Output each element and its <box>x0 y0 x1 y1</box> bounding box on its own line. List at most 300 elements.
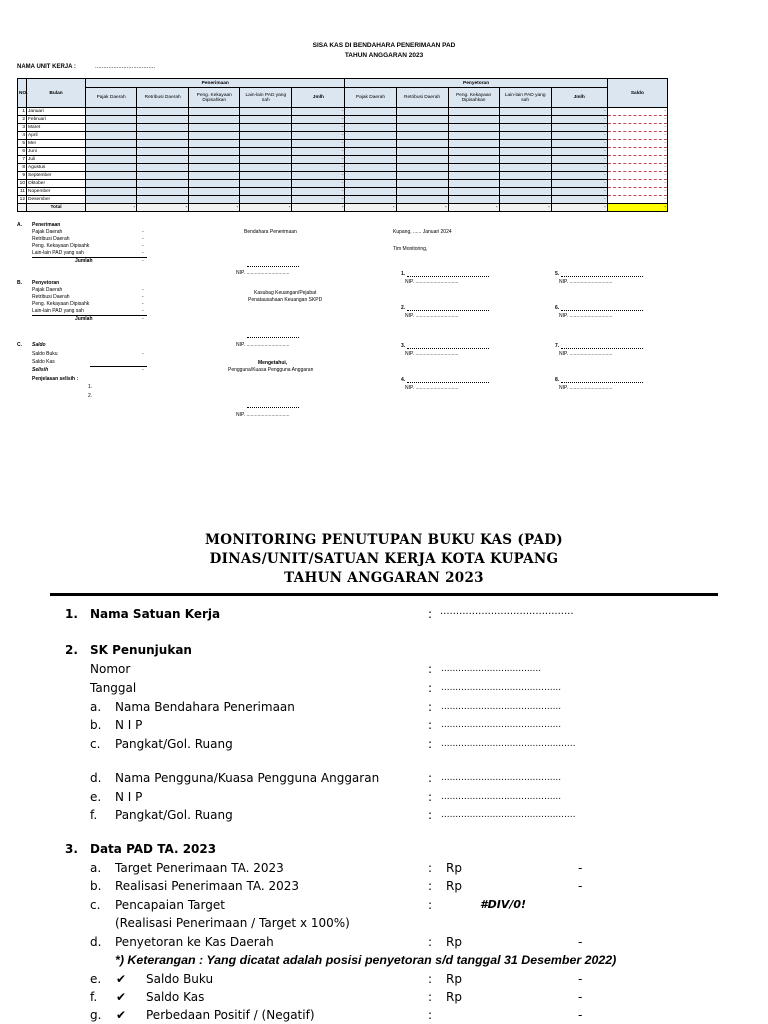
jmlh-cell: - <box>292 124 345 132</box>
cell <box>396 124 448 132</box>
total-cell: - <box>499 204 551 212</box>
target-value: - <box>578 861 583 875</box>
month-row <box>18 140 668 148</box>
colon: : <box>428 879 433 893</box>
bendahara-value: .......................................... <box>441 702 562 712</box>
sec-a-jumlah: Jumlah <box>75 258 93 264</box>
total-cell: - <box>86 204 137 212</box>
jmlh-cell: - <box>292 180 345 188</box>
saldo-cell: - <box>607 164 667 172</box>
pencapaian-value: #DIV/0! <box>480 898 527 911</box>
jmlh-cell: - <box>292 172 345 180</box>
saldo-cell: - <box>607 180 667 188</box>
letter-f: f. <box>90 990 98 1004</box>
cell <box>86 164 137 172</box>
sec-b-value: - <box>142 308 144 314</box>
letter-e: e. <box>90 972 102 986</box>
cell <box>499 164 551 172</box>
month-name: Juli <box>27 156 86 164</box>
sec-b-item: Lain-lain PAD yang sah <box>32 308 84 314</box>
cell <box>137 148 189 156</box>
nip2-value: .......................................... <box>441 792 562 802</box>
tanggal-value: .......................................... <box>441 683 562 693</box>
pangkat-value: ............................................... <box>441 739 576 749</box>
saldo-cell: - <box>607 108 667 116</box>
cell <box>137 156 189 164</box>
top-subtitle: TAHUN ANGGARAN 2023 <box>344 52 424 59</box>
row-no: 5 <box>18 140 27 148</box>
top-title: SISA KAS DI BENDAHARA PENERIMAAN PAD <box>312 42 456 49</box>
jmlh-cell: - <box>551 164 607 172</box>
month-name: Mei <box>27 140 86 148</box>
form-title-2: DINAS/UNIT/SATUAN KERJA KOTA KUPANG <box>209 551 559 567</box>
cell <box>240 116 292 124</box>
cell <box>137 124 189 132</box>
cell <box>86 196 137 204</box>
sec-b-jumlah: Jumlah <box>75 316 93 322</box>
cell <box>345 108 396 116</box>
sec-b-item: Retribusi Daerah <box>32 294 70 300</box>
cell <box>499 124 551 132</box>
sec-c-n1: 1. <box>88 384 93 390</box>
cell <box>345 180 396 188</box>
row-no: 8 <box>18 164 27 172</box>
row-no: 2 <box>18 116 27 124</box>
cell <box>240 156 292 164</box>
sec-a-value: - <box>142 229 144 235</box>
jmlh-cell: - <box>551 172 607 180</box>
sec-c-n2: 2. <box>88 393 93 399</box>
tim-sign-nip: NIP. ............................... <box>559 313 613 319</box>
tim-sign-nip: NIP. ............................... <box>559 279 613 285</box>
sec-b-title: Penyetoran <box>32 280 60 286</box>
cell <box>86 156 137 164</box>
saldo-cell: - <box>607 188 667 196</box>
cell <box>137 140 189 148</box>
letter-f: f. <box>90 808 98 822</box>
month-row <box>18 124 668 132</box>
check-icon: ✔ <box>116 1008 127 1022</box>
tanggal-label: Tanggal <box>90 681 137 695</box>
nomor-value: ................................... <box>441 664 542 674</box>
sec-b-item: Pajak Daerah <box>32 287 63 293</box>
row-no: 6 <box>18 148 27 156</box>
month-row <box>18 188 668 196</box>
perbedaan-label: Perbedaan Positif / (Negatif) <box>146 1008 315 1022</box>
sec-a-value: - <box>142 250 144 256</box>
sec-b-jumlah-value: - <box>142 316 144 322</box>
pengguna-value: .......................................... <box>441 773 562 783</box>
sec-b-letter: B. <box>17 280 22 286</box>
sub-col: Pajak Daerah <box>345 88 396 108</box>
cell <box>345 188 396 196</box>
cell <box>396 132 448 140</box>
sec-a-letter: A. <box>17 222 22 228</box>
cell <box>240 172 292 180</box>
month-row <box>18 196 668 204</box>
cell <box>86 172 137 180</box>
cell <box>396 172 448 180</box>
jmlh-cell: - <box>292 108 345 116</box>
sec-c-title: Saldo <box>32 342 46 348</box>
tim-sign-nip: NIP. ............................... <box>405 279 459 285</box>
check-icon: ✔ <box>116 972 127 986</box>
tim-sign-num: 5. <box>555 271 560 277</box>
realisasi-value: - <box>578 879 583 893</box>
jmlh-cell: - <box>551 188 607 196</box>
sign-kasubag-1: Kasubag Keuangan/Pejabat <box>254 290 317 296</box>
cell <box>448 164 499 172</box>
cell <box>240 108 292 116</box>
cell <box>396 108 448 116</box>
s1-value: .......................................... <box>440 606 574 617</box>
jmlh-cell: - <box>551 180 607 188</box>
sub-col: Lain-lain PAD yang sah <box>499 88 551 108</box>
sec-c-item: Saldo Buku <box>32 351 58 357</box>
jmlh-cell: - <box>551 132 607 140</box>
cell <box>448 124 499 132</box>
cell <box>189 108 240 116</box>
sign-nip: NIP. ............................... <box>236 270 290 276</box>
cell <box>345 124 396 132</box>
saldo-kas-label: Saldo Kas <box>146 990 205 1004</box>
cell <box>240 180 292 188</box>
sub-col: Retribusi Daerah <box>137 88 189 108</box>
saldo-cell: - <box>607 124 667 132</box>
unit-value: .................................... <box>95 64 156 70</box>
sub-col: Peng. Kekayaan Dipisahkan <box>448 88 499 108</box>
cell <box>240 164 292 172</box>
nomor-label: Nomor <box>90 662 131 676</box>
letter-a: a. <box>90 700 102 714</box>
month-name: Nopember <box>27 188 86 196</box>
colon: : <box>428 700 433 714</box>
cell <box>189 148 240 156</box>
form-title-3: TAHUN ANGGARAN 2023 <box>284 570 484 586</box>
tim-sign-nip: NIP. ............................... <box>405 351 459 357</box>
jmlh-cell: - <box>292 148 345 156</box>
cell <box>345 156 396 164</box>
sec-c-value: - <box>142 351 144 357</box>
cell <box>137 188 189 196</box>
keterangan: *) Keterangan : Yang dicatat adalah posisi penyetoran s/d tanggal 31 Desember 2022) <box>115 953 617 967</box>
cell <box>396 156 448 164</box>
row-no: 9 <box>18 172 27 180</box>
s1-label: Nama Satuan Kerja <box>90 607 221 621</box>
cell <box>396 196 448 204</box>
colon: : <box>428 771 433 785</box>
s1-num: 1. <box>65 607 78 621</box>
cell <box>240 124 292 132</box>
cell <box>499 140 551 148</box>
realisasi-label: Realisasi Penerimaan TA. 2023 <box>115 879 300 893</box>
month-name: Oktober <box>27 180 86 188</box>
tim-sign-num: 8. <box>555 377 560 383</box>
jmlh-cell: - <box>551 140 607 148</box>
nip-label: N I P <box>115 718 143 732</box>
total-cell: - <box>448 204 499 212</box>
perbedaan-value: - <box>578 1008 583 1022</box>
cell <box>137 132 189 140</box>
cell <box>86 108 137 116</box>
sec-a-item: Lain-lain PAD yang sah <box>32 250 84 256</box>
cell <box>448 172 499 180</box>
month-name: September <box>27 172 86 180</box>
cell <box>189 196 240 204</box>
sec-b-value: - <box>142 287 144 293</box>
cell <box>189 140 240 148</box>
cell <box>396 164 448 172</box>
cell <box>448 108 499 116</box>
letter-b: b. <box>90 879 102 893</box>
bendahara-label: Nama Bendahara Penerimaan <box>115 700 295 714</box>
target-label: Target Penerimaan TA. 2023 <box>115 861 284 875</box>
month-row <box>18 108 668 116</box>
cell <box>86 124 137 132</box>
row-no: 11 <box>18 188 27 196</box>
cell <box>137 172 189 180</box>
colon: : <box>428 990 433 1004</box>
total-cell: - <box>551 204 607 212</box>
jmlh-cell: - <box>292 132 345 140</box>
form-title-rule <box>50 593 718 596</box>
colon: : <box>428 898 433 912</box>
check-icon: ✔ <box>116 990 127 1004</box>
cell <box>448 156 499 164</box>
pangkat-label: Pangkat/Gol. Ruang <box>115 737 233 751</box>
cell <box>499 148 551 156</box>
cell <box>499 116 551 124</box>
pengguna-label: Nama Pengguna/Kuasa Pengguna Anggaran <box>115 771 380 785</box>
cell <box>499 188 551 196</box>
tim-sign-nip: NIP. ............................... <box>559 385 613 391</box>
saldo-cell: - <box>607 116 667 124</box>
sign-kasubag-2: Penatausahaan Keuangan SKPD <box>248 297 323 303</box>
pencapaian-label: Pencapaian Target <box>115 898 225 912</box>
cell <box>499 132 551 140</box>
total-cell: - <box>396 204 448 212</box>
cell <box>189 132 240 140</box>
realisasi-rp: Rp <box>446 879 462 893</box>
jmlh-cell: - <box>551 124 607 132</box>
colon: : <box>428 790 433 804</box>
saldo-buku-rp: Rp <box>446 972 462 986</box>
cell <box>240 140 292 148</box>
month-row <box>18 116 668 124</box>
sign-nip: NIP. ............................... <box>236 342 290 348</box>
jmlh-cell: - <box>551 116 607 124</box>
sec-b-value: - <box>142 294 144 300</box>
cell <box>137 196 189 204</box>
cell <box>86 140 137 148</box>
saldo-kas-value: - <box>578 990 583 1004</box>
total-cell: - <box>137 204 189 212</box>
month-name: April <box>27 132 86 140</box>
sign-nip: NIP. ............................... <box>236 412 290 418</box>
sec-b-item: Peng. Kekayaan Dipisahk <box>32 301 90 307</box>
col-saldo: Saldo <box>607 79 667 108</box>
sec-c-selisih: Selisih <box>32 367 49 373</box>
pangkat2-label: Pangkat/Gol. Ruang <box>115 808 233 822</box>
letter-a: a. <box>90 861 102 875</box>
cell <box>499 196 551 204</box>
tim-sign-num: 6. <box>555 305 560 311</box>
sub-col: Jmlh <box>551 88 607 108</box>
cell <box>499 108 551 116</box>
row-no: 12 <box>18 196 27 204</box>
s3-label: Data PAD TA. 2023 <box>90 842 217 856</box>
sign-mengetahui: Mengetahui, <box>258 360 288 366</box>
colon: : <box>428 718 433 732</box>
month-row <box>18 180 668 188</box>
sign-pengguna: Pengguna/Kuasa Pengguna Anggaran <box>228 367 314 373</box>
sec-a-item: Retribusi Daerah <box>32 236 70 242</box>
sign-bendahara: Bendahara Penerimaan <box>244 229 297 235</box>
cell <box>189 124 240 132</box>
cell <box>86 116 137 124</box>
tim-sign-num: 1. <box>401 271 406 277</box>
sub-col: Pajak Daerah <box>86 88 137 108</box>
s1-colon: : <box>428 607 433 621</box>
col-bulan: Bulan <box>27 79 86 108</box>
colon: : <box>428 808 433 822</box>
sub-col: Peng. Kekayaan Dipisahkan <box>189 88 240 108</box>
sec-c-selisih-value: - <box>142 367 144 373</box>
cell <box>448 188 499 196</box>
cell <box>345 132 396 140</box>
tim-sign-nip: NIP. ............................... <box>405 385 459 391</box>
month-name: Maret <box>27 124 86 132</box>
cell <box>448 196 499 204</box>
sec-a-value: - <box>142 236 144 242</box>
letter-d: d. <box>90 771 102 785</box>
penyetoran-value: - <box>578 935 583 949</box>
jmlh-cell: - <box>292 188 345 196</box>
letter-c: c. <box>90 898 101 912</box>
saldo-cell: - <box>607 156 667 164</box>
colon: : <box>428 935 433 949</box>
saldo-kas-rp: Rp <box>446 990 462 1004</box>
sec-a-title: Penerimaan <box>32 222 61 228</box>
colon: : <box>428 662 433 676</box>
cell <box>396 148 448 156</box>
row-no: 3 <box>18 124 27 132</box>
group-penerimaan: Penerimaan <box>86 79 345 88</box>
s2-label: SK Penunjukan <box>90 643 192 657</box>
col-no: NO. <box>18 79 27 108</box>
letter-d: d. <box>90 935 102 949</box>
jmlh-cell: - <box>551 196 607 204</box>
cell <box>396 188 448 196</box>
total-cell: - <box>292 204 345 212</box>
cell <box>345 164 396 172</box>
month-row <box>18 132 668 140</box>
month-row <box>18 172 668 180</box>
sec-a-item: Peng. Kekayaan Dipisahk <box>32 243 90 249</box>
saldo-cell: - <box>607 172 667 180</box>
sec-c-item: Saldo Kas <box>32 359 55 365</box>
cell <box>86 180 137 188</box>
total-label: Total <box>27 204 86 212</box>
pencapaian-sub: (Realisasi Penerimaan / Target x 100%) <box>115 916 350 930</box>
cell <box>396 116 448 124</box>
cell <box>499 180 551 188</box>
jmlh-cell: - <box>551 108 607 116</box>
cell <box>189 180 240 188</box>
jmlh-cell: - <box>292 156 345 164</box>
cell <box>448 140 499 148</box>
target-rp: Rp <box>446 861 462 875</box>
cell <box>448 148 499 156</box>
cell <box>396 140 448 148</box>
cell <box>137 164 189 172</box>
cell <box>240 132 292 140</box>
jmlh-cell: - <box>292 140 345 148</box>
cell <box>396 180 448 188</box>
sec-c-penjelasan: Penjelasan selisih : <box>32 376 79 382</box>
letter-g: g. <box>90 1008 102 1022</box>
saldo-buku-label: Saldo Buku <box>146 972 214 986</box>
tim-sign-num: 4. <box>401 377 406 383</box>
pangkat2-value: ............................................... <box>441 810 576 820</box>
unit-label: NAMA UNIT KERJA : <box>17 64 76 70</box>
cell <box>448 180 499 188</box>
nip2-label: N I P <box>115 790 143 804</box>
cell <box>86 132 137 140</box>
cell <box>499 172 551 180</box>
tim-sign-num: 2. <box>401 305 406 311</box>
sub-col: Lain-lain PAD yang sah <box>240 88 292 108</box>
cell <box>137 116 189 124</box>
cell <box>189 156 240 164</box>
jmlh-cell: - <box>551 156 607 164</box>
row-no: 10 <box>18 180 27 188</box>
month-name: Februari <box>27 116 86 124</box>
sub-col: Jmlh <box>292 88 345 108</box>
month-name: Januari <box>27 108 86 116</box>
saldo-cell: - <box>607 132 667 140</box>
colon: : <box>428 681 433 695</box>
colon: : <box>428 737 433 751</box>
cell <box>240 188 292 196</box>
tim-sign-num: 7. <box>555 343 560 349</box>
row-no: 7 <box>18 156 27 164</box>
cell <box>448 132 499 140</box>
cell <box>86 148 137 156</box>
sign-tim: Tim Monitoring, <box>393 246 428 252</box>
row-no: 1 <box>18 108 27 116</box>
nip-value: .......................................... <box>441 720 562 730</box>
colon: : <box>428 861 433 875</box>
tim-sign-nip: NIP. ............................... <box>405 313 459 319</box>
row-no: 4 <box>18 132 27 140</box>
cell <box>189 172 240 180</box>
s2-num: 2. <box>65 643 78 657</box>
total-cell: - <box>240 204 292 212</box>
cell <box>448 116 499 124</box>
cell <box>345 172 396 180</box>
total-saldo: - <box>607 204 667 212</box>
form-title-1: MONITORING PENUTUPAN BUKU KAS (PAD) <box>205 532 563 548</box>
cell <box>240 196 292 204</box>
saldo-buku-value: - <box>578 972 583 986</box>
penyetoran-rp: Rp <box>446 935 462 949</box>
total-cell: - <box>189 204 240 212</box>
tim-sign-nip: NIP. ............................... <box>559 351 613 357</box>
letter-b: b. <box>90 718 102 732</box>
cell <box>189 188 240 196</box>
kas-table <box>17 78 668 212</box>
